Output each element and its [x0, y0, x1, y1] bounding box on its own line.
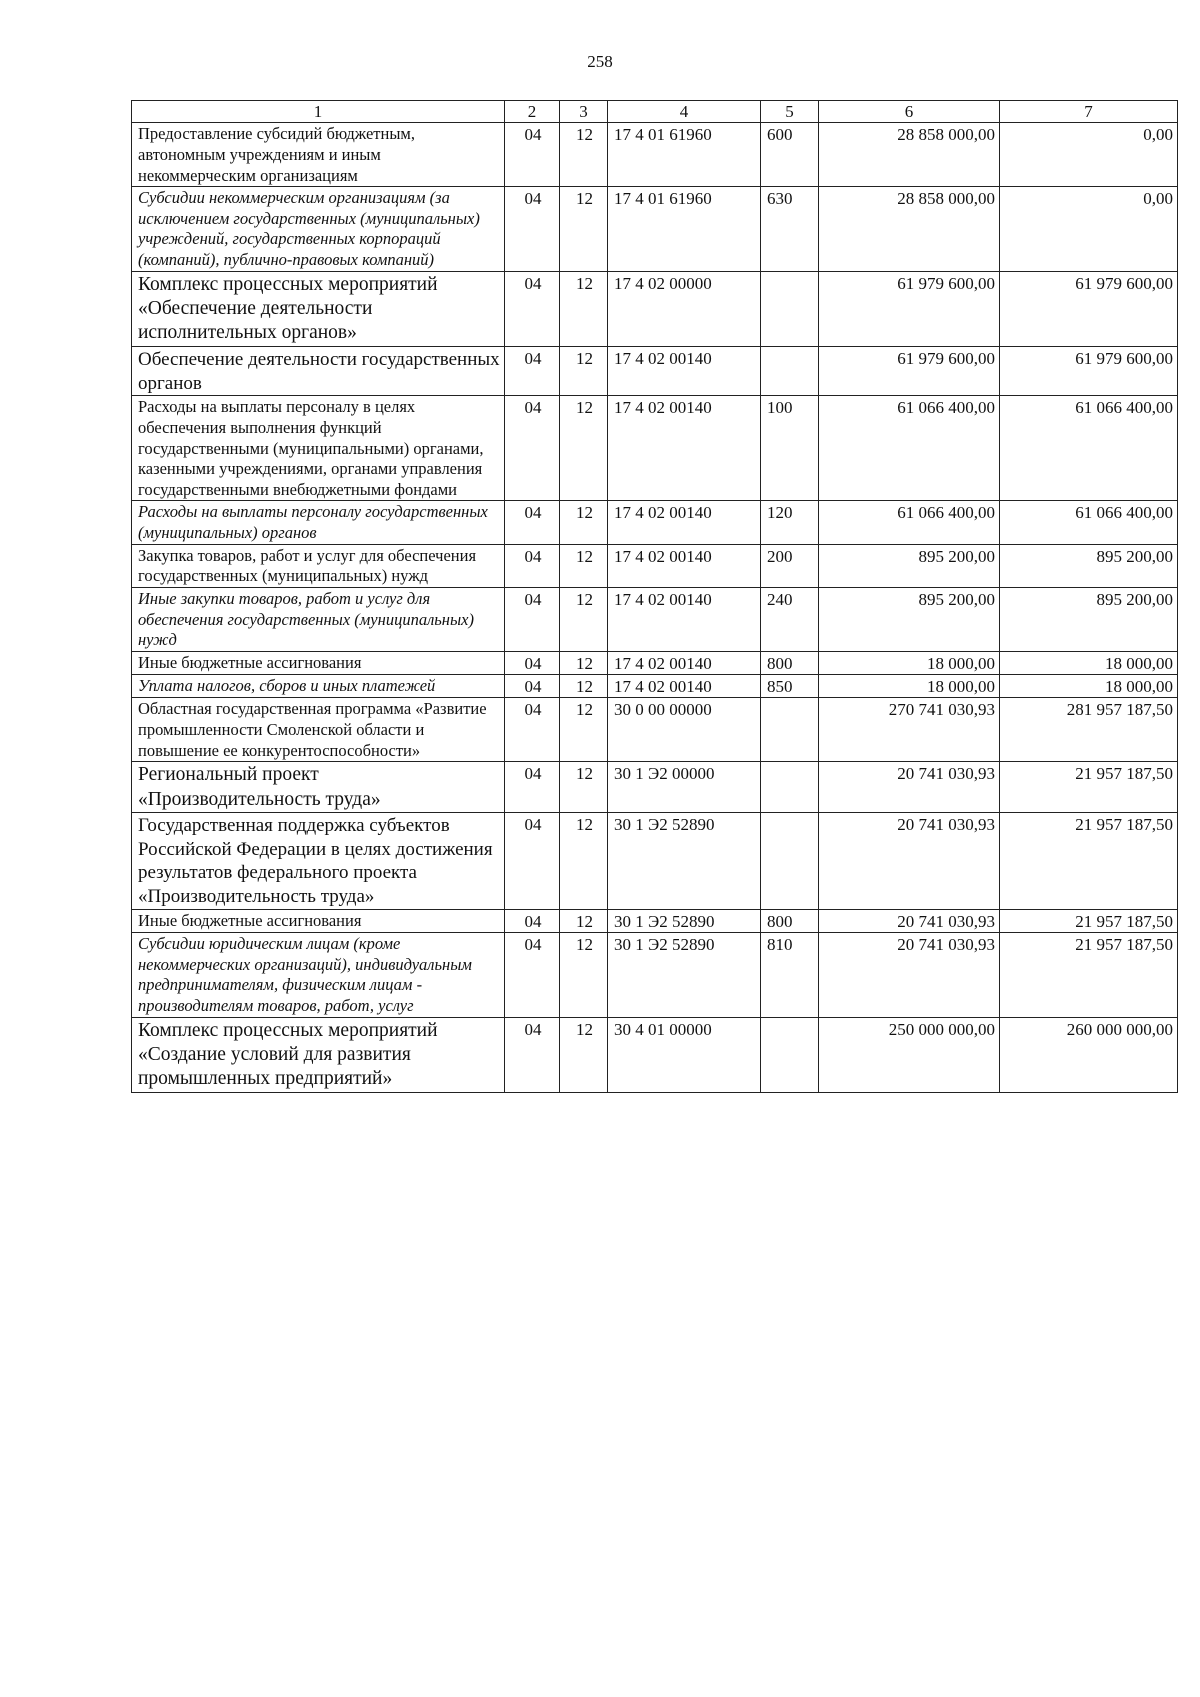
page-number: 258 — [587, 52, 613, 71]
row-sum-year2: 18 000,00 — [1000, 675, 1178, 698]
row-section: 04 — [505, 123, 560, 187]
row-sum-year1: 895 200,00 — [819, 544, 1000, 587]
table-row — [132, 933, 1178, 1018]
row-name: Иные бюджетные ассигнования — [132, 909, 505, 932]
table-row — [132, 812, 1178, 909]
row-sum-year2: 61 066 400,00 — [1000, 501, 1178, 544]
row-expense-type — [761, 812, 819, 909]
row-section: 04 — [505, 544, 560, 587]
table-row — [132, 271, 1178, 346]
row-name: Закупка товаров, работ и услуг для обеспечения государственных (муниципальных) нужд — [132, 544, 505, 587]
row-expense-type: 100 — [761, 396, 819, 501]
row-sum-year2: 21 957 187,50 — [1000, 933, 1178, 1018]
header-row — [132, 101, 1178, 123]
header-col-6: 6 — [819, 101, 1000, 123]
row-target-code: 17 4 02 00140 — [608, 346, 761, 396]
row-sum-year2: 895 200,00 — [1000, 544, 1178, 587]
row-name: Субсидии некоммерческим организациям (за исключением государственных (муниципальных) учреждений, государственных корпораций (компаний), публично-правовых компаний) — [132, 187, 505, 272]
row-expense-type: 600 — [761, 123, 819, 187]
row-sum-year2: 260 000 000,00 — [1000, 1017, 1178, 1092]
row-target-code: 17 4 02 00140 — [608, 651, 761, 674]
row-section: 04 — [505, 812, 560, 909]
row-target-code: 30 0 00 00000 — [608, 698, 761, 762]
row-expense-type: 630 — [761, 187, 819, 272]
row-subsection: 12 — [560, 1017, 608, 1092]
row-expense-type — [761, 698, 819, 762]
table-row — [132, 762, 1178, 813]
row-target-code: 17 4 01 61960 — [608, 187, 761, 272]
row-expense-type: 810 — [761, 933, 819, 1018]
row-name: Комплекс процессных мероприятий «Создание условий для развития промышленных предприятий» — [132, 1017, 505, 1092]
row-section: 04 — [505, 346, 560, 396]
row-section: 04 — [505, 1017, 560, 1092]
row-section: 04 — [505, 909, 560, 932]
table-row — [132, 396, 1178, 501]
table-row — [132, 544, 1178, 587]
row-target-code: 17 4 01 61960 — [608, 123, 761, 187]
row-sum-year2: 21 957 187,50 — [1000, 812, 1178, 909]
table-row — [132, 1017, 1178, 1092]
row-sum-year1: 18 000,00 — [819, 675, 1000, 698]
row-target-code: 17 4 02 00140 — [608, 396, 761, 501]
table-row — [132, 587, 1178, 651]
row-sum-year2: 21 957 187,50 — [1000, 909, 1178, 932]
row-section: 04 — [505, 651, 560, 674]
row-target-code: 17 4 02 00140 — [608, 587, 761, 651]
row-target-code: 30 1 Э2 52890 — [608, 909, 761, 932]
row-name: Иные закупки товаров, работ и услуг для обеспечения государственных (муниципальных) нужд — [132, 587, 505, 651]
row-sum-year2: 0,00 — [1000, 123, 1178, 187]
row-subsection: 12 — [560, 698, 608, 762]
row-subsection: 12 — [560, 396, 608, 501]
row-name: Предоставление субсидий бюджетным, автономным учреждениям и иным некоммерческим организациям — [132, 123, 505, 187]
row-sum-year1: 895 200,00 — [819, 587, 1000, 651]
row-subsection: 12 — [560, 346, 608, 396]
table-row — [132, 501, 1178, 544]
row-expense-type: 240 — [761, 587, 819, 651]
row-name: Расходы на выплаты персоналу в целях обеспечения выполнения функций государственными (муниципальными) органами, казенными учреждениями, органами управления государственными внебюджетными фондами — [132, 396, 505, 501]
row-sum-year1: 61 066 400,00 — [819, 501, 1000, 544]
budget-table — [131, 100, 1178, 1093]
row-section: 04 — [505, 762, 560, 813]
row-sum-year1: 20 741 030,93 — [819, 762, 1000, 813]
row-subsection: 12 — [560, 762, 608, 813]
row-sum-year2: 61 979 600,00 — [1000, 346, 1178, 396]
row-subsection: 12 — [560, 123, 608, 187]
row-expense-type: 800 — [761, 909, 819, 932]
row-sum-year2: 21 957 187,50 — [1000, 762, 1178, 813]
header-col-2: 2 — [505, 101, 560, 123]
row-target-code: 30 1 Э2 52890 — [608, 812, 761, 909]
row-section: 04 — [505, 933, 560, 1018]
row-target-code: 30 1 Э2 00000 — [608, 762, 761, 813]
table-row — [132, 698, 1178, 762]
row-target-code: 30 1 Э2 52890 — [608, 933, 761, 1018]
row-target-code: 17 4 02 00140 — [608, 675, 761, 698]
row-section: 04 — [505, 698, 560, 762]
row-sum-year1: 28 858 000,00 — [819, 123, 1000, 187]
row-sum-year2: 61 979 600,00 — [1000, 271, 1178, 346]
row-section: 04 — [505, 396, 560, 501]
row-name: Субсидии юридическим лицам (кроме некоммерческих организаций), индивидуальным предпринимателям, физическим лицам - производителям товаров, работ, услуг — [132, 933, 505, 1018]
table-row — [132, 123, 1178, 187]
row-sum-year1: 28 858 000,00 — [819, 187, 1000, 272]
row-expense-type — [761, 1017, 819, 1092]
row-sum-year2: 281 957 187,50 — [1000, 698, 1178, 762]
row-section: 04 — [505, 501, 560, 544]
row-sum-year2: 61 066 400,00 — [1000, 396, 1178, 501]
row-name: Региональный проект «Производительность труда» — [132, 762, 505, 813]
header-col-1: 1 — [132, 101, 505, 123]
row-subsection: 12 — [560, 651, 608, 674]
row-expense-type: 850 — [761, 675, 819, 698]
row-expense-type — [761, 762, 819, 813]
row-expense-type — [761, 271, 819, 346]
row-section: 04 — [505, 587, 560, 651]
header-col-7: 7 — [1000, 101, 1178, 123]
table-row — [132, 187, 1178, 272]
header-col-5: 5 — [761, 101, 819, 123]
row-expense-type: 800 — [761, 651, 819, 674]
row-subsection: 12 — [560, 544, 608, 587]
table-row — [132, 651, 1178, 674]
row-sum-year2: 18 000,00 — [1000, 651, 1178, 674]
row-name: Областная государственная программа «Развитие промышленности Смоленской области и повышение ее конкурентоспособности» — [132, 698, 505, 762]
table-row — [132, 346, 1178, 396]
row-sum-year1: 20 741 030,93 — [819, 812, 1000, 909]
row-section: 04 — [505, 187, 560, 272]
row-sum-year1: 18 000,00 — [819, 651, 1000, 674]
row-section: 04 — [505, 271, 560, 346]
row-sum-year2: 895 200,00 — [1000, 587, 1178, 651]
row-name: Обеспечение деятельности государственных органов — [132, 346, 505, 396]
row-subsection: 12 — [560, 675, 608, 698]
table-row — [132, 909, 1178, 932]
row-subsection: 12 — [560, 812, 608, 909]
row-sum-year2: 0,00 — [1000, 187, 1178, 272]
row-sum-year1: 20 741 030,93 — [819, 909, 1000, 932]
row-expense-type: 200 — [761, 544, 819, 587]
header-col-3: 3 — [560, 101, 608, 123]
row-name: Уплата налогов, сборов и иных платежей — [132, 675, 505, 698]
row-target-code: 17 4 02 00000 — [608, 271, 761, 346]
row-subsection: 12 — [560, 187, 608, 272]
row-target-code: 17 4 02 00140 — [608, 501, 761, 544]
row-subsection: 12 — [560, 501, 608, 544]
row-sum-year1: 61 066 400,00 — [819, 396, 1000, 501]
row-sum-year1: 270 741 030,93 — [819, 698, 1000, 762]
row-expense-type — [761, 346, 819, 396]
row-expense-type: 120 — [761, 501, 819, 544]
row-name: Комплекс процессных мероприятий «Обеспечение деятельности исполнительных органов» — [132, 271, 505, 346]
row-subsection: 12 — [560, 909, 608, 932]
row-sum-year1: 61 979 600,00 — [819, 271, 1000, 346]
row-section: 04 — [505, 675, 560, 698]
row-sum-year1: 250 000 000,00 — [819, 1017, 1000, 1092]
row-subsection: 12 — [560, 933, 608, 1018]
row-target-code: 30 4 01 00000 — [608, 1017, 761, 1092]
row-sum-year1: 20 741 030,93 — [819, 933, 1000, 1018]
row-subsection: 12 — [560, 587, 608, 651]
table-row — [132, 675, 1178, 698]
row-name: Государственная поддержка субъектов Российской Федерации в целях достижения результатов федерального проекта «Производительность труда» — [132, 812, 505, 909]
row-target-code: 17 4 02 00140 — [608, 544, 761, 587]
row-name: Иные бюджетные ассигнования — [132, 651, 505, 674]
header-col-4: 4 — [608, 101, 761, 123]
row-subsection: 12 — [560, 271, 608, 346]
row-name: Расходы на выплаты персоналу государственных (муниципальных) органов — [132, 501, 505, 544]
row-sum-year1: 61 979 600,00 — [819, 346, 1000, 396]
